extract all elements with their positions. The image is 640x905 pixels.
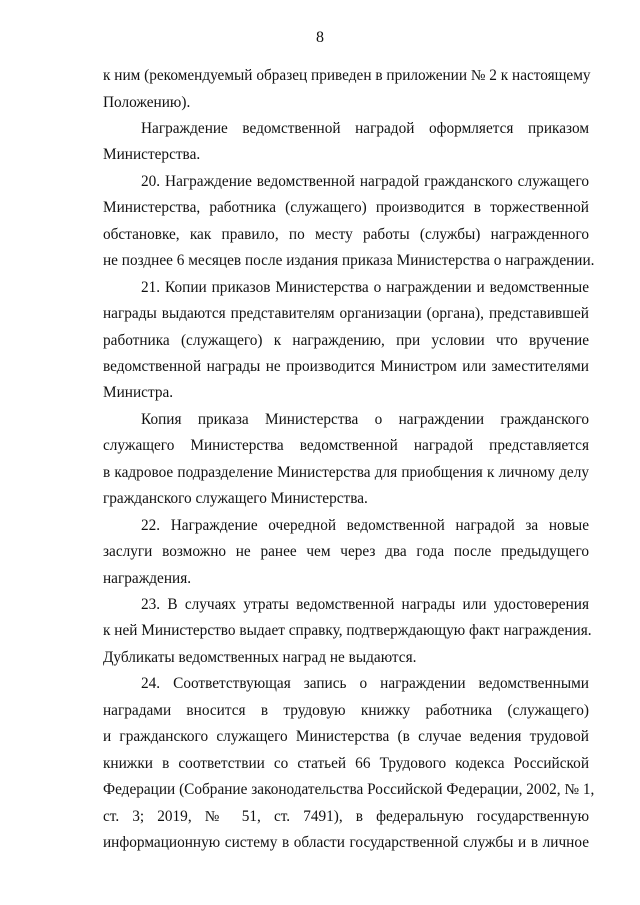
text-line: работника (служащего) к награждению, при условии что вручение: [103, 331, 589, 349]
text-line: наградами вносится в трудовую книжку работника (служащего): [103, 701, 589, 719]
text-line: Копия приказа Министерства о награждении гражданского: [141, 410, 589, 428]
text-line: Награждение ведомственной наградой оформляется приказом: [141, 119, 589, 137]
text-line: ведомственной награды не производится Министром или заместителями: [103, 357, 589, 375]
text-line: Федерации (Собрание законодательства Российской Федерации, 2002, № 1,: [103, 781, 595, 799]
text-line: Министерства, работника (служащего) производится в торжественной: [103, 199, 589, 217]
text-line: гражданского служащего Министерства.: [103, 490, 368, 508]
text-line: ст. 3; 2019, № 51, ст. 7491), в федеральную государственную: [103, 807, 589, 825]
text-line: Положению).: [103, 93, 191, 111]
text-line: заслуги возможно не ранее чем через два года после предыдущего: [103, 543, 589, 561]
text-line: 21. Копии приказов Министерства о награждении и ведомственные: [141, 278, 589, 296]
text-line: Министра.: [103, 384, 174, 402]
text-line: 23. В случаях утраты ведомственной награды или удостоверения: [141, 596, 589, 613]
text-line: и гражданского служащего Министерства (в случае ведения трудовой: [103, 728, 589, 746]
text-line: Дубликаты ведомственных наград не выдаются.: [103, 648, 417, 666]
text-line: книжки в соответствии со статьей 66 Трудового кодекса Российской: [103, 754, 589, 772]
text-line: награды выдаются представителям организации (органа), представившей: [103, 305, 589, 322]
text-line: служащего Министерства ведомственной наградой представляется: [103, 437, 589, 455]
text-line: не позднее 6 месяцев после издания приказа Министерства о награждении.: [103, 252, 595, 270]
text-line: к ней Министерство выдает справку, подтверждающую факт награждения.: [103, 622, 592, 640]
text-line: Министерства.: [103, 146, 201, 164]
text-line: 24. Соответствующая запись о награждении ведомственными: [141, 675, 589, 693]
text-line: к ним (рекомендуемый образец приведен в приложении № 2 к настоящему: [103, 67, 591, 84]
text-line: информационную систему в области государственной службы и в личное: [103, 834, 589, 851]
text-line: обстановке, как правило, по месту работы (службы) награжденного: [103, 225, 589, 243]
text-line: награждения.: [103, 569, 192, 587]
text-line: 20. Награждение ведомственной наградой гражданского служащего: [141, 172, 589, 190]
page-number: 8: [316, 29, 324, 46]
text-line: 22. Награждение очередной ведомственной наградой за новые: [141, 516, 589, 534]
text-line: в кадровое подразделение Министерства для приобщения к личному делу: [103, 463, 589, 481]
